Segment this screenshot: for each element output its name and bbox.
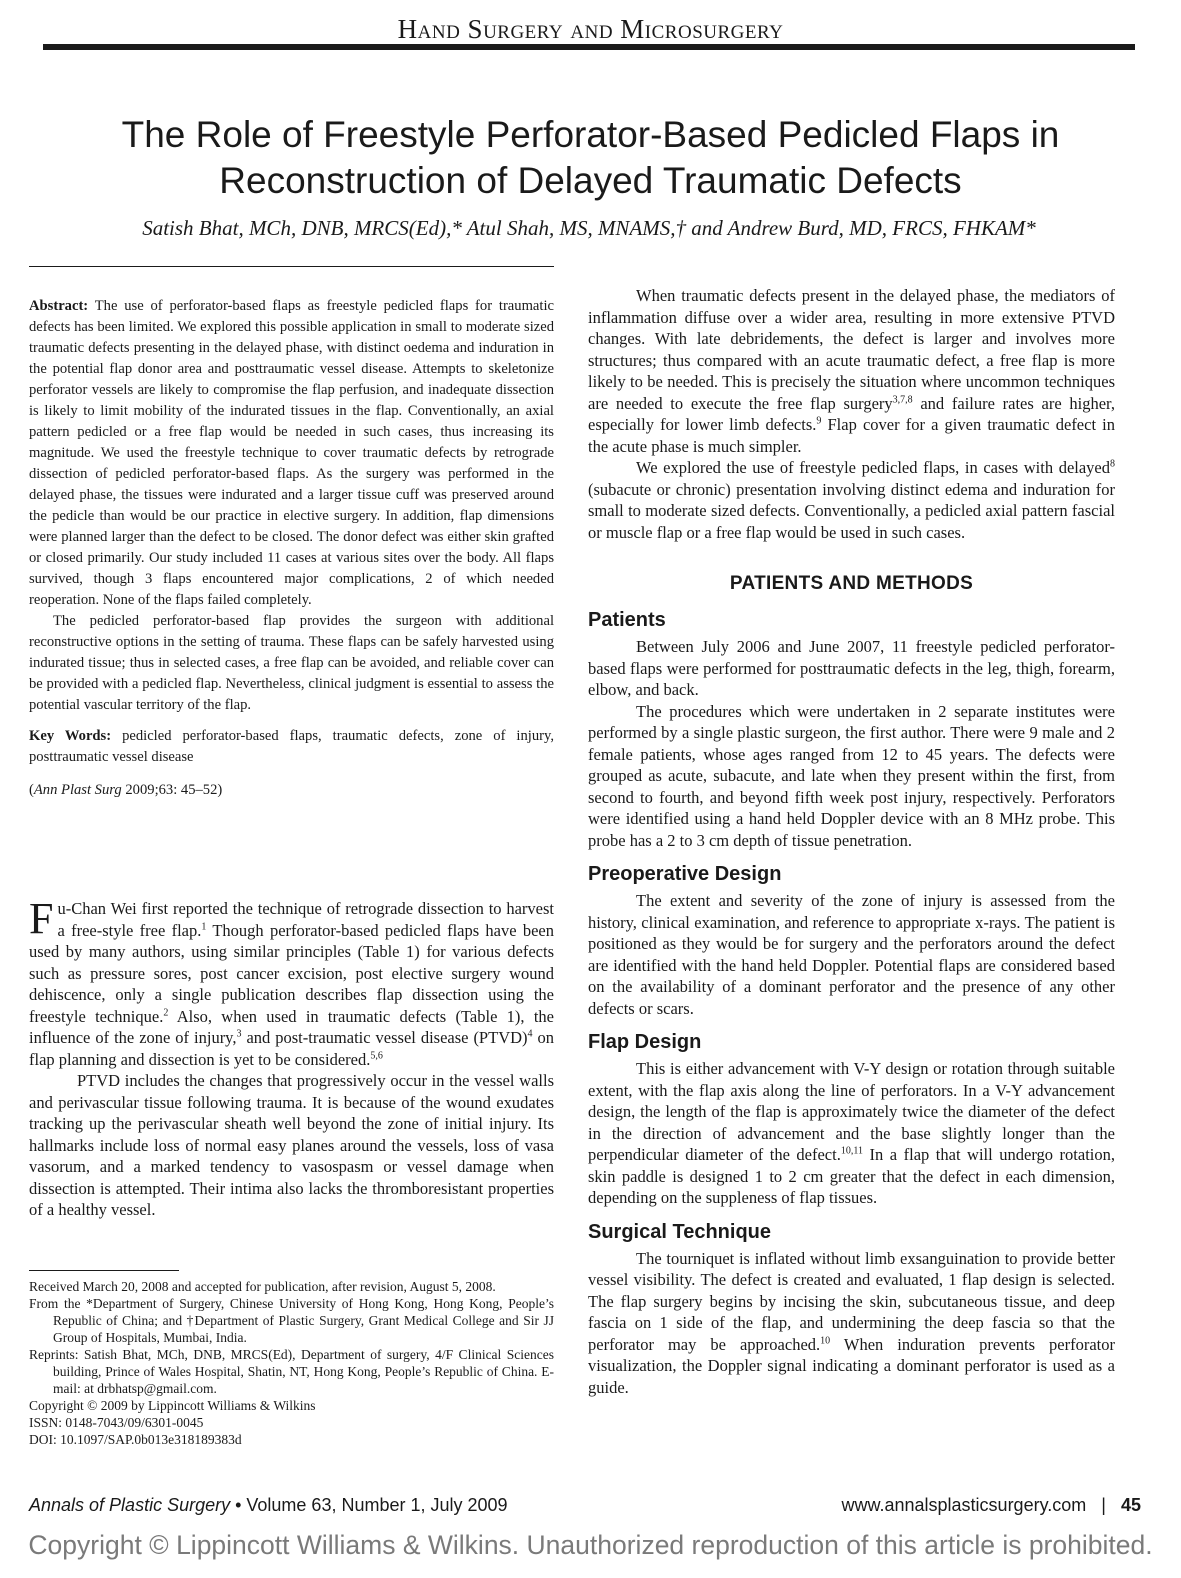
right-column (588, 285, 1115, 1398)
patients-paragraph-2: The procedures which were undertaken in 2 separate institutes were performed by a single plastic surgeon, the first author. There were 9 male and 2 female patients, whose ages ranged from 12 to 45 years. The defects were grouped as acute, subacute, and late when they present within the first, from second to fourth, and beyond fifth week post injury, respectively. Perforators were identified using a hand held Doppler device with an 8 MHz probe. This probe has a 2 to 3 cm depth of tissue penetration. (588, 701, 1115, 850)
footnote-reprints: Reprints: Satish Bhat, MCh, DNB, MRCS(Ed), Department of surgery, 4/F Clinical Sciences building, Prince of Wales Hospital, Shatin, NT, Hong Kong, People’s Republic of China. E-mail: at drbhatsp@gmail.com. (29, 1347, 554, 1396)
intro-paragraph-2: PTVD includes the changes that progressively occur in the vessel walls and perivascular tissue following trauma. It is because of the wound exudates tracking up the perivascular sheath well beyond the zone of initial injury. Its hallmarks include loss of normal easy planes around the vessels, loss of vasa vasorum, and a marked tendency to vasospasm or vessel damage when dissection is attempted. Their intima also lacks the thromboresistant properties of a healthy vessel. (29, 1071, 554, 1219)
body-text: We explored the use of freestyle pedicled flaps, in cases with delayed (636, 458, 1110, 477)
drop-cap: F (29, 894, 54, 943)
patients-paragraph-1: Between July 2006 and June 2007, 11 freestyle pedicled perforator-based flaps were performed for posttraumatic defects in the leg, thigh, forearm, elbow, and back. (588, 637, 1115, 699)
footer-issue: • Volume 63, Number 1, July 2009 (230, 1495, 508, 1515)
body-text: (subacute or chronic) presentation involving distinct edema and induration for small to moderate sized defects. Conventionally, a pedicled axial pattern fascial or muscle flap or a free flap would be used in such cases. (588, 479, 1115, 542)
abstract-block (29, 296, 554, 801)
intro-text: u-Chan Wei first reported the technique of retrograde dissection to harvest a free-style free flap. (57, 899, 554, 940)
title-line-2: Reconstruction of Delayed Traumatic Defects (219, 160, 962, 201)
body-text: This is either advancement with V-Y design or rotation through suitable extent, with the flap axis along the line of perforators. In a V-Y advancement design, the length of the flap is approximately twice the diameter of the defect in the direction of advancement and the base slightly longer than the perpendicular diameter of the defect. (588, 1059, 1115, 1164)
footnotes (29, 1278, 554, 1448)
subsection-heading-patients: Patients (588, 609, 666, 631)
reference-mark: 3 (236, 1028, 242, 1040)
footnote-received: Received March 20, 2008 and accepted for publication, after revision, August 5, 2008. (29, 1279, 496, 1294)
intro-text: and post-traumatic vessel disease (PTVD) (241, 1028, 528, 1047)
section-heading: PATIENTS AND METHODS (729, 573, 974, 594)
copyright-banner: Copyright © Lippincott Williams & Wilkins. Unauthorized reproduction of this article is prohibited. (28, 1530, 1153, 1560)
subsection-heading-surgical-technique: Surgical Technique (588, 1220, 771, 1243)
body-text: Flap cover for a given traumatic defect in the acute phase is much simpler. (588, 415, 1115, 456)
footnote-doi: DOI: 10.1097/SAP.0b013e318189383d (29, 1432, 242, 1447)
author-list: Satish Bhat, MCh, DNB, MRCS(Ed),* Atul Shah, MS, MNAMS,† and Andrew Burd, MD, FRCS, FHKAM* (142, 216, 1036, 240)
flap-design-paragraph (588, 1058, 1115, 1209)
keywords (29, 726, 554, 768)
footer-journal-name: Annals of Plastic Surgery (29, 1495, 231, 1515)
header-rule (43, 44, 1135, 50)
footnote-copyright: Copyright © 2009 by Lippincott Williams & Wilkins (29, 1398, 316, 1413)
intro-paragraph-1 (29, 894, 555, 1070)
right-paragraph-1 (588, 285, 1115, 457)
abstract-rule (29, 266, 554, 267)
abstract-paragraph-2: The pedicled perforator-based flap provides the surgeon with additional reconstructive options in the setting of trauma. These flaps can be safely harvested using indurated tissue; thus in selected cases, a free flap can be avoided, and reliable cover can be provided with a pedicled flap. Nevertheless, clinical judgment is essential to assess the potential vascular territory of the flap. (29, 613, 554, 713)
footnote-rule (29, 1270, 179, 1271)
footnote-affiliations: From the *Department of Surgery, Chinese University of Hong Kong, Hong Kong, People’s Republic of China; and †Department of Plastic Surgery, Grant Medical College and Sir JJ Group of Hospitals, Mumbai, India. (29, 1296, 554, 1345)
footer-separator: | (1101, 1495, 1106, 1515)
keywords-text: pedicled perforator-based flaps, traumatic defects, zone of injury, posttraumatic vessel disease (29, 728, 554, 765)
intro-text: on flap planning and dissection is yet to be considered. (29, 1028, 554, 1069)
citation-details: 2009;63: 45–52) (125, 782, 223, 798)
title-line-1: The Role of Freestyle Perforator-Based Pedicled Flaps in (121, 114, 1060, 155)
intro-text: Though perforator-based pedicled flaps have been used by many authors, using similar principles (Table 1) for various defects such as pressure sores, post cancer excision, post elective surgery wound dehiscence, only a single publication describes flap dissection using the freestyle technique. (29, 920, 555, 1026)
introduction (29, 894, 555, 1221)
abstract-label: Abstract: (29, 298, 89, 314)
footnote-issn: ISSN: 0148-7043/09/6301-0045 (29, 1415, 204, 1430)
abstract-text-1: The use of perforator-based flaps as freestyle pedicled flaps for traumatic defects has been limited. We explored this possible application in small to moderate sized traumatic defects presenting in the delayed phase, with distinct oedema and induration in the potential flap donor area and posttraumatic vessel disease. Attempts to skeletonize perforator vessels are likely to compromise the flap perfusion, and inadequate dissection is likely to limit mobility of the indurated tissues in the flap. Conventionally, an axial pattern pedicled or a free flap would be needed in such cases, thus increasing its magnitude. We used the freestyle technique to cover traumatic defects by retrograde dissection of pedicled perforator-based flaps. As the surgery was performed in the delayed phase, the tissues were indurated and a larger tissue cuff was preserved around the pedicle than would be our practice in elective surgery. In addition, flap dimensions were planned larger than the defect to be closed. The donor defect was either skin grafted or closed primarily. Our study included 11 cases at various sites over the body. All flaps survived, though 3 flaps encountered major complications, 2 of which needed reoperation. None of the flaps failed completely. (29, 298, 554, 608)
footer-journal-info (29, 1495, 508, 1516)
article-title (60, 112, 1121, 204)
body-text: When traumatic defects present in the delayed phase, the mediators of inflammation diffuse over a wider area, resulting in more extensive PTVD changes. With late debridements, the defect is larger and involves more structures; thus compared with an acute traumatic defect, a free flap is more likely to be needed. This is precisely the situation where uncommon techniques are needed to execute the free flap surgery (588, 286, 1115, 413)
body-text: In a flap that will undergo rotation, skin paddle is designed 1 to 2 cm greater that the defect in each dimension, depending on the suppleness of flap tissues. (588, 1145, 1115, 1207)
right-paragraph-2 (588, 457, 1115, 543)
intro-text: Also, when used in traumatic defects (Table 1), the influence of the zone of injury, (29, 1006, 554, 1047)
reference-mark: 9 (816, 415, 822, 427)
citation: (Ann Plast Surg 2009;63: 45–52) (29, 782, 223, 798)
surgical-technique-paragraph (588, 1248, 1115, 1399)
footer-url-link[interactable]: www.annalsplasticsurgery.com (841, 1495, 1087, 1515)
citation-journal: Ann Plast Surg (33, 782, 122, 798)
reference-mark: 10 (820, 1335, 831, 1346)
body-text: and failure rates are higher, especially for lower limb defects. (588, 393, 1115, 434)
body-text: The tourniquet is inflated without limb exsanguination to provide better vessel visibility. The defect is created and evaluated, 1 flap design is selected. The flap surgery begins by incising the skin, subcutaneous tissue, and deep fascia on 1 side of the flap, and undermining the deep fascia so that the perforator may be approached. (588, 1248, 1115, 1354)
reference-mark: 5,6 (370, 1050, 383, 1061)
subsection-heading-preoperative: Preoperative Design (588, 863, 782, 885)
reference-mark: 4 (527, 1028, 533, 1040)
body-text: When induration prevents perforator visualization, the Doppler signal indicating a dominant perforator is used as a guide. (588, 1334, 1115, 1397)
page-number: 45 (1120, 1495, 1141, 1515)
reference-mark: 3,7,8 (892, 394, 913, 405)
reference-mark: 2 (163, 1007, 169, 1018)
reference-mark: 8 (1110, 458, 1115, 470)
footer-right (841, 1495, 1141, 1516)
preoperative-paragraph: The extent and severity of the zone of injury is assessed from the history, clinical examination, and reference to appropriate x-rays. The patient is positioned as they would be for surgery and the perforators around the defect are identified with the hand held Doppler. Potential flaps are considered based on the availability of a dominant perforator and the presence of any other defects or scars. (588, 891, 1115, 1018)
reference-mark: 10,11 (840, 1145, 863, 1157)
reference-mark: 1 (201, 921, 207, 932)
subsection-heading-flap-design: Flap Design (588, 1031, 702, 1053)
running-head: Hand Surgery and Microsurgery (397, 14, 784, 44)
keywords-label: Key Words: (29, 728, 112, 744)
abstract-paragraph-1 (29, 296, 554, 611)
